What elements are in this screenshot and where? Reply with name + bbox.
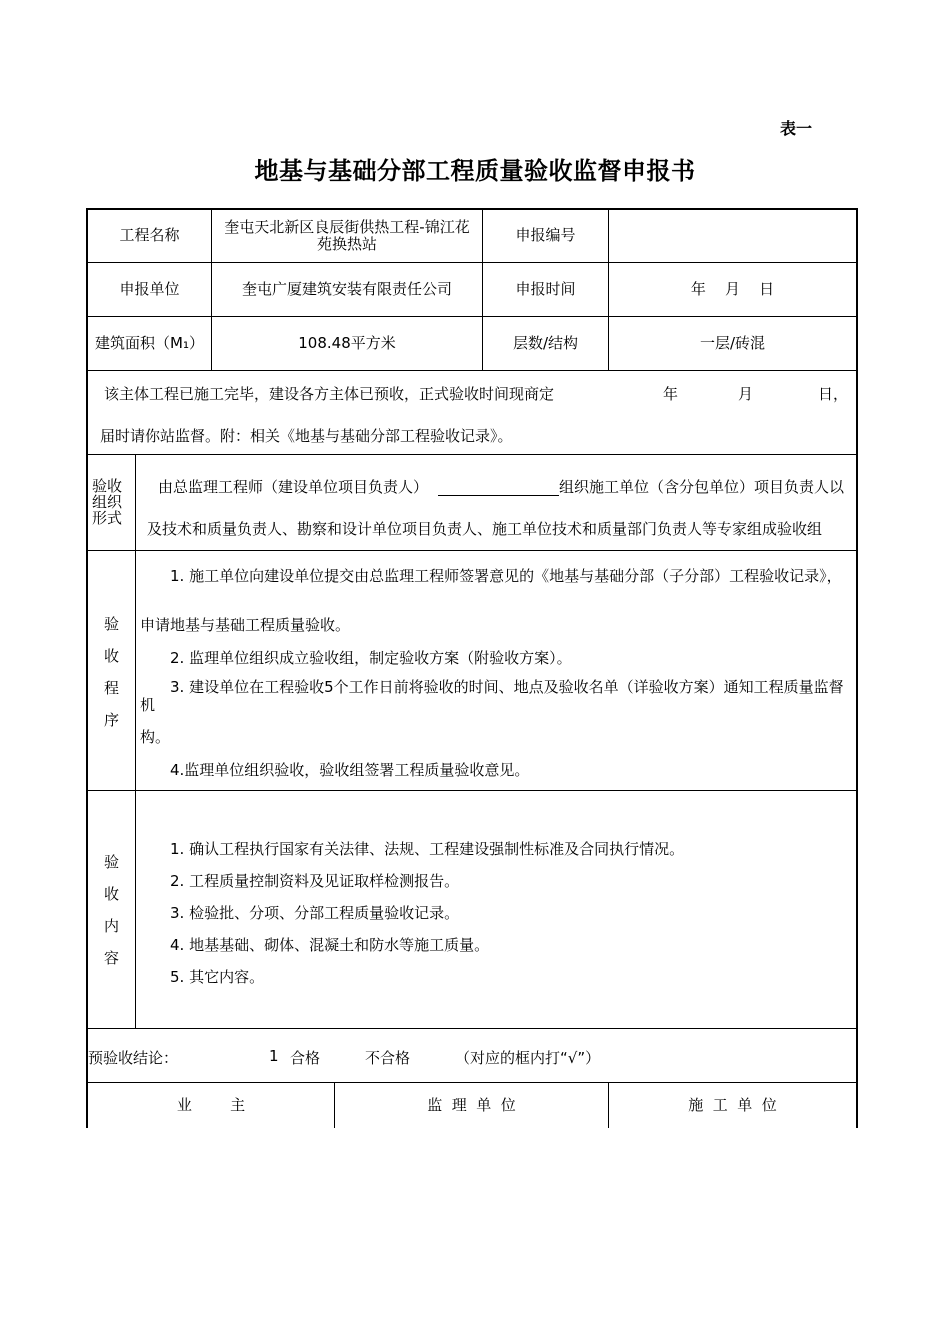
report-no-value	[609, 209, 856, 262]
floors-value: 一层/砖混	[699, 334, 766, 352]
content-label-char: 容	[103, 949, 119, 967]
content-label	[88, 846, 135, 974]
report-time-label: 申报时间	[515, 280, 576, 298]
constructor-signature-header: 施 工 单 位	[688, 1096, 777, 1114]
procedure-item-2: 2. 监理单位组织成立验收组，制定验收方案（附验收方案）。	[170, 649, 572, 667]
responsible-person-blank-underline	[438, 495, 559, 496]
conclusion-label: 预验收结论：	[88, 1049, 179, 1067]
applicant-label: 申报单位	[119, 280, 180, 298]
report-no-label: 申报编号	[515, 226, 576, 244]
pass-option-label: 合格	[290, 1049, 321, 1067]
project-name-label: 工程名称	[119, 226, 180, 244]
owner-signature-header: 业 主	[176, 1096, 246, 1114]
procedure-label-char: 收	[103, 647, 119, 665]
row-line	[86, 370, 858, 371]
application-form	[86, 208, 858, 1128]
organization-line-2: 及技术和质量负责人、勘察和设计单位项目负责人、施工单位技术和质量部门负责人等专家组成验收组	[147, 520, 823, 538]
procedure-item-4: 4.监理单位组织验收，验收组签署工程质量验收意见。	[170, 761, 530, 779]
procedure-label-char: 验	[103, 615, 119, 633]
pass-checkbox-mark[interactable]: 1	[269, 1047, 279, 1065]
project-name-value: 奎屯天北新区良辰街供热工程-锦江花苑换热站	[224, 217, 470, 253]
content-label-char: 内	[103, 917, 119, 935]
area-value: 108.48平方米	[298, 334, 396, 352]
content-item: 5. 其它内容。	[170, 968, 265, 986]
organization-line-1b: 组织施工单位（含分包单位）项目负责人以	[559, 478, 845, 496]
border-right	[856, 208, 858, 1128]
procedure-label-char: 序	[103, 711, 119, 729]
row-line	[86, 790, 858, 791]
procedure-item-1: 1. 施工单位向建设单位提交由总监理工程师签署意见的《地基与基础分部（子分部）工程验收记录》，	[170, 567, 842, 585]
content-item: 1. 确认工程执行国家有关法律、法规、工程建设强制性标准及合同执行情况。	[170, 840, 685, 858]
report-time-value: 年 月 日	[690, 280, 775, 298]
floors-label: 层数/结构	[512, 334, 579, 352]
row-line	[86, 550, 858, 551]
organization-label: 验收组织形式	[92, 477, 123, 527]
procedure-label-char: 程	[103, 679, 119, 697]
procedure-item-1-cont: 申请地基与基础工程质量验收。	[140, 616, 351, 634]
content-item: 3. 检验批、分项、分部工程质量验收记录。	[170, 904, 460, 922]
table-number: 表一	[780, 119, 813, 138]
procedure-item-3: 3. 建设单位在工程验收5个工作日前将验收的时间、地点及验收名单（详验收方案）通知工程质量监督机	[140, 678, 844, 714]
content-item: 2. 工程质量控制资料及见证取样检测报告。	[170, 872, 460, 890]
notice-line-1: 该主体工程已施工完毕，建设各方主体已预收，正式验收时间现商定	[104, 385, 555, 403]
area-label: 建筑面积（M₁）	[95, 334, 204, 352]
fail-option-label: 不合格	[365, 1049, 411, 1067]
applicant-value: 奎屯广厦建筑安装有限责任公司	[241, 280, 452, 298]
notice-year: 年	[663, 385, 679, 403]
document-title: 地基与基础分部工程质量验收监督申报书	[254, 157, 696, 185]
procedure-item-3-cont: 构。	[140, 728, 171, 746]
notice-month: 月	[738, 385, 754, 403]
content-label-char: 验	[103, 853, 119, 871]
content-item: 4. 地基基础、砌体、混凝土和防水等施工质量。	[170, 936, 490, 954]
notice-day: 日，	[818, 385, 849, 403]
content-label-char: 收	[103, 885, 119, 903]
organization-text	[136, 455, 856, 550]
supervisor-signature-header: 监 理 单 位	[427, 1096, 516, 1114]
notice-line-2: 届时请你站监督。附：相关《地基与基础分部工程验收记录》。	[100, 427, 513, 445]
organization-line-1a: 由总监理工程师（建设单位项目负责人）	[158, 478, 429, 496]
procedure-label	[88, 608, 135, 736]
conclusion-hint: （对应的框内打“√”）	[455, 1049, 601, 1067]
row-line	[86, 1028, 858, 1029]
